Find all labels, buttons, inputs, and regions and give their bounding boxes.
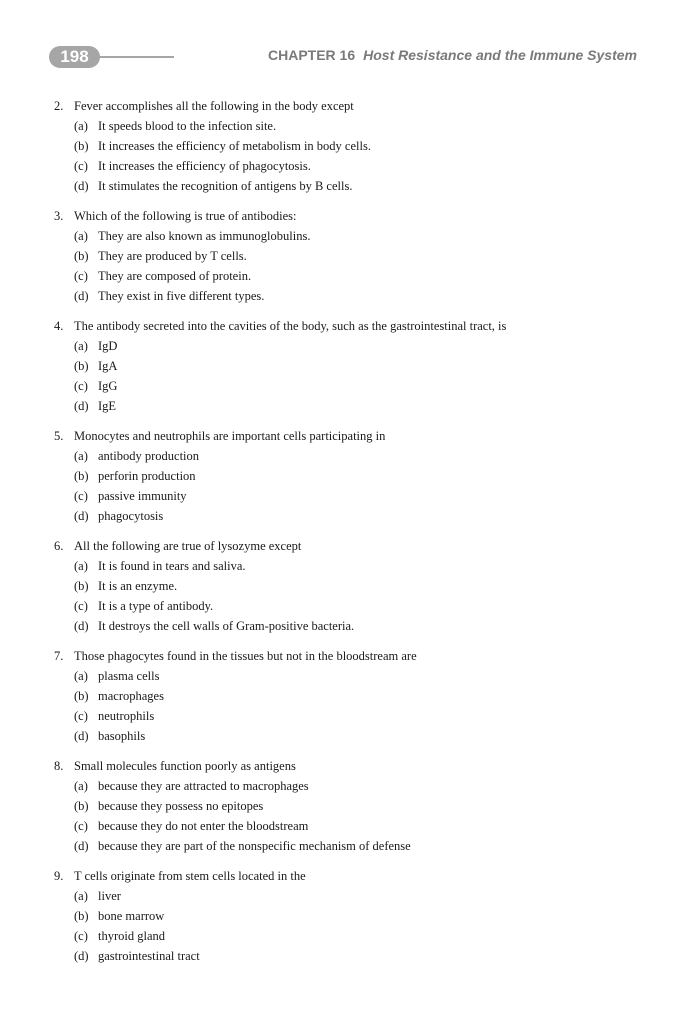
question-stem [54,316,654,336]
option-letter: (b) [74,139,89,153]
option-text: basophils [98,729,146,743]
option-letter: (b) [74,359,89,373]
option-letter: (c) [74,599,88,613]
option-letter: (d) [74,399,89,413]
question-item [54,96,654,196]
answer-options [54,336,654,416]
question-stem [54,426,654,446]
question-text: Monocytes and neutrophils are important cells participating in [74,429,386,443]
option-text: It destroys the cell walls of Gram-positive bacteria. [98,619,355,633]
answer-option [54,176,654,196]
option-text: antibody production [98,449,200,463]
question-stem [54,646,654,666]
answer-options [54,116,654,196]
option-letter: (d) [74,289,89,303]
option-text: because they possess no epitopes [98,799,264,813]
question-text: Which of the following is true of antibodies: [74,209,297,223]
chapter-label: CHAPTER 16 [267,47,356,63]
answer-option [54,116,654,136]
option-letter: (c) [74,159,88,173]
question-text: Those phagocytes found in the tissues but not in the bloodstream are [74,649,417,663]
answer-option [54,816,654,836]
answer-option [54,266,654,286]
option-letter: (a) [74,339,88,353]
answer-option [54,156,654,176]
question-list [54,96,654,976]
option-text: IgA [98,359,118,373]
question-number: 5. [54,429,64,443]
option-text: thyroid gland [98,929,166,943]
option-text: It is found in tears and saliva. [98,559,246,573]
option-text: passive immunity [98,489,187,503]
question-number: 8. [54,759,64,773]
option-letter: (c) [74,489,88,503]
option-text: because they do not enter the bloodstream [98,819,309,833]
option-text: It speeds blood to the infection site. [98,119,277,133]
answer-option [54,926,654,946]
answer-options [54,886,654,966]
answer-option [54,906,654,926]
question-text: Small molecules function poorly as antigens [74,759,296,773]
option-text: plasma cells [98,669,160,683]
option-letter: (b) [74,469,89,483]
question-text: All the following are true of lysozyme except [74,539,302,553]
option-text: They are composed of protein. [98,269,252,283]
option-text: neutrophils [98,709,155,723]
option-text: perforin production [98,469,196,483]
answer-option [54,556,654,576]
answer-option [54,686,654,706]
answer-options [54,776,654,856]
answer-option [54,596,654,616]
option-text: because they are part of the nonspecific mechanism of defense [98,839,411,853]
answer-option [54,466,654,486]
question-number: 4. [54,319,64,333]
option-text: They are also known as immunoglobulins. [98,229,311,243]
option-letter: (a) [74,449,88,463]
question-number: 2. [54,99,64,113]
question-text: Fever accomplishes all the following in the body except [74,99,354,113]
answer-options [54,666,654,746]
option-text: gastrointestinal tract [98,949,200,963]
option-letter: (c) [74,929,88,943]
answer-option [54,506,654,526]
option-text: IgE [98,399,117,413]
option-letter: (c) [74,269,88,283]
header-rule [98,56,174,58]
question-item [54,646,654,746]
question-stem [54,206,654,226]
question-text: T cells originate from stem cells located in the [74,869,306,883]
answer-option [54,136,654,156]
answer-option [54,576,654,596]
question-item [54,536,654,636]
option-letter: (a) [74,119,88,133]
answer-option [54,486,654,506]
answer-option [54,946,654,966]
option-text: IgD [98,339,118,353]
question-number: 9. [54,869,64,883]
option-text: They exist in five different types. [98,289,265,303]
answer-option [54,776,654,796]
option-letter: (d) [74,179,89,193]
answer-option [54,836,654,856]
answer-option [54,796,654,816]
option-letter: (a) [74,779,88,793]
option-letter: (a) [74,669,88,683]
option-text: It increases the efficiency of phagocytosis. [98,159,311,173]
option-letter: (b) [74,799,89,813]
option-text: macrophages [98,689,164,703]
question-item [54,756,654,856]
question-item [54,866,654,966]
option-text: It is an enzyme. [98,579,178,593]
question-stem [54,756,654,776]
option-letter: (c) [74,379,88,393]
option-text: liver [98,889,121,903]
answer-option [54,706,654,726]
answer-option [54,376,654,396]
option-letter: (d) [74,949,89,963]
question-stem [54,96,654,116]
question-number: 3. [54,209,64,223]
page-number-badge: 198 [49,46,100,68]
answer-option [54,726,654,746]
answer-option [54,336,654,356]
option-letter: (d) [74,619,89,633]
option-text: It is a type of antibody. [98,599,214,613]
option-letter: (b) [74,909,89,923]
answer-option [54,616,654,636]
answer-option [54,246,654,266]
answer-option [54,666,654,686]
chapter-title: Host Resistance and the Immune System [363,47,637,63]
option-text: They are produced by T cells. [98,249,247,263]
option-letter: (d) [74,729,89,743]
option-letter: (b) [74,249,89,263]
answer-option [54,226,654,246]
option-letter: (c) [74,819,88,833]
option-letter: (a) [74,889,88,903]
option-text: It stimulates the recognition of antigens by B cells. [98,179,353,193]
question-number: 6. [54,539,64,553]
option-text: phagocytosis [98,509,164,523]
answer-option [54,886,654,906]
question-item [54,316,654,416]
option-text: IgG [98,379,118,393]
question-stem [54,866,654,886]
answer-options [54,556,654,636]
answer-option [54,356,654,376]
option-letter: (b) [74,579,89,593]
question-stem [54,536,654,556]
answer-options [54,226,654,306]
option-letter: (a) [74,559,88,573]
question-text: The antibody secreted into the cavities of the body, such as the gastrointestinal tract, is [74,319,507,333]
option-text: bone marrow [98,909,165,923]
question-item [54,206,654,306]
answer-option [54,446,654,466]
page-header [0,0,683,80]
question-item [54,426,654,526]
option-letter: (c) [74,709,88,723]
option-text: because they are attracted to macrophages [98,779,309,793]
option-text: It increases the efficiency of metabolism in body cells. [98,139,371,153]
answer-option [54,396,654,416]
question-number: 7. [54,649,64,663]
option-letter: (a) [74,229,88,243]
running-head [268,47,637,63]
answer-options [54,446,654,526]
answer-option [54,286,654,306]
option-letter: (b) [74,689,89,703]
option-letter: (d) [74,509,89,523]
option-letter: (d) [74,839,89,853]
